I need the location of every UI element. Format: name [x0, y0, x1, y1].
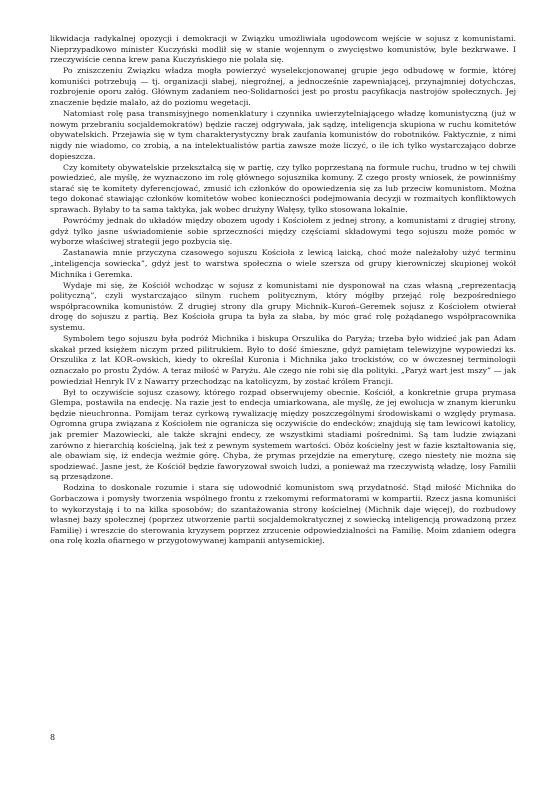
body-text	[50, 34, 516, 548]
paragraph: Powróćmy jednak do układów między obozem ugody i Kościołem z jednej strony, a komunistami z drugiej strony, gdyż tylko jasne uświadomienie sobie sprzeczności między częściami składowymi tego sojuszu może pomóc w wyborze właściwej strategii jego pozbycia się.	[50, 216, 516, 247]
paragraph: Zastanawia mnie przyczyna czasowego sojuszu Kościoła z lewicą laicką, choć może należałoby użyć terminu „inteligencja sowiecka”, gdyż jest to warstwa społeczna o wiele szersza od grupy kierowniczej skupionej wokół Michnika i Geremka.	[50, 248, 516, 279]
paragraph: Rodzina to doskonale rozumie i stara się udowodnić komunistom swą przydatność. Stąd miłość Michnika do Gorbaczowa i pomysły tworzenia wspólnego frontu z rzekomymi reformatorami w kompartii. Rzecz jasna komuniści to wykorzystają i to na kilka sposobów; do szantażowania strony kościelnej (Michnik daje więcej), do rozbudowy własnej bazy społecznej (poprzez utworzenie partii socjaldemokratycznej z sowiecką inteligencją prowadzoną przez Familię) i wreszcie do sterowania kryzysem poprzez zrzucenie odpowiedzialności na Familię. Moim zdaniem odegra ona rolę kozła ofiarnego w przygotowywanej kampanii antysemickiej.	[50, 483, 516, 546]
paragraph: likwidacja radykalnej opozycji i demokracji w Związku umożliwiała ugodowcom wejście w sojusz z komunistami. Nieprzypadkowo minister Kuczyński modlił się w stanie wojennym o zwycięstwo komunistów, byle bezkrwawe. I rzeczywiście cenna krew pana Kuczyńskiego nie polała się.	[50, 34, 516, 65]
paragraph: Wydaje mi się, że Kościół wchodząc w sojusz z komunistami nie dysponował na czas własną „reprezentacją polityczną”, czyli wystarczająco silnym ruchem politycznym, który mógłby przejąć rolę bezpośredniego współpracownika komunistów. Z drugiej strony dla grupy Michnik–Kuroń–Geremek sojusz z Kościołem otwierał drogę do sojuszu z partią. Bez Kościoła grupa ta była za słaba, by móc grać rolę pożądanego współpracownika systemu.	[50, 280, 516, 333]
paragraph: Symbolem tego sojuszu była podróż Michnika i biskupa Orszulika do Paryża; trzeba było widzieć jak pan Adam skakał przed księżem niczym przed pilitrukiem. Było to dość śmieszne, gdyż pamiętam telewizyjne wypowiedzi ks. Orszulika z lat KOR–owskich, kiedy to określał Kuronia i Michnika jako trockistów, co w ówczesnej terminologii oznaczało po prostu Żydów. A teraz miłość w Paryżu. Ale czego nie robi się dla polityki. „Paryż wart jest mszy” — jak powiedział Henryk IV z Nawarry przechodząc na katolicyzm, by zostać królem Francji.	[50, 334, 516, 386]
paragraph: Czy komitety obywatelskie przekształcą się w partię, czy tylko poprzestaną na formule ruchu, trudno w tej chwili powiedzieć, ale myślę, że wyznaczono im rolę głównego sojusznika komuny. Z czego prosty wniosek, że powinniśmy starać się te komitety dyferencjować, zmusić ich członków do opowiedzenia się za lub przeciw komunistom. Można tego dokonać stawiając członków komitetów wobec konieczności podejmowania decyzji w rozmaitych konfliktowych sprawach. Byłaby to ta sama taktyka, jak wobec drużyny Wałęsy, tylko stosowana lokalnie.	[50, 162, 516, 214]
paragraph: Po zniszczeniu Związku władza mogła powierzyć wyselekcjonowanej grupie jego odbudowę w formie, której komuniści potrzebują — tj. organizacji słabej, niegroźnej, a jednocześnie zapewniającej, przynajmniej dotychczas, rozbrojenie oporu załóg. Głównym zadaniem neo-Solidarności jest po prostu pacyfikacja nastrojów społecznych. Jej znaczenie będzie malało, aż do poziomu wegetacji.	[50, 66, 516, 108]
paragraph: Natomiast rolę pasa transmisyjnego nomenklatury i czynnika uwierzytelniającego władzę komunistyczną (już w nowym przebraniu socjaldemokratów) będzie raczej odgrywała, jak sądzę, inteligencja skupiona w ruchu komitetów obywatelskich. Przejawia się w tym charakterystyczny brak zaufania komunistów do robotników. Faktycznie, z nimi nigdy nie wiadomo, co zrobią, a na intelektualistów partia zawsze może liczyć, o ile ich tylko wystarczająco dobrze dopieszcza.	[50, 109, 516, 161]
page-number: 8	[50, 733, 56, 742]
paragraph: Był to oczywiście sojusz czasowy, którego rozpad obserwujemy obecnie. Kościół, a konkretnie grupa prymasa Glempa, postawiła na endecję. Na razie jest to endecja umiarkowana, ale myślę, że jej ewolucja w znanym kierunku będzie nieuchronna. Pomijam teraz cyrkową rywalizację między poszczególnymi środowiskami o względy prymasa. Ogromna grupa związana z Kościołem nie ogranicza się oczywiście do endecków; znajdują się tam lewicowi katolicy, jak premier Mazowiecki, ale także skrajni endecy, ze wszystkimi stadiami pośrednimi. Są tam ludzie związani zarówno z hierarchią kościelną, jak też z pewnym systemem wartości. Obóz kościelny jest w fazie kształtowania się, ale obawiam się, iż endecja weźmie górę. Chyba, że prymas przejdzie na emeryturę, czego niestety nie można się spodziewać. Jasne jest, że Kościół będzie faworyzował swoich ludzi, a ponieważ ma rzeczywistą władzę, losy Familii są przesądzone.	[50, 387, 516, 482]
